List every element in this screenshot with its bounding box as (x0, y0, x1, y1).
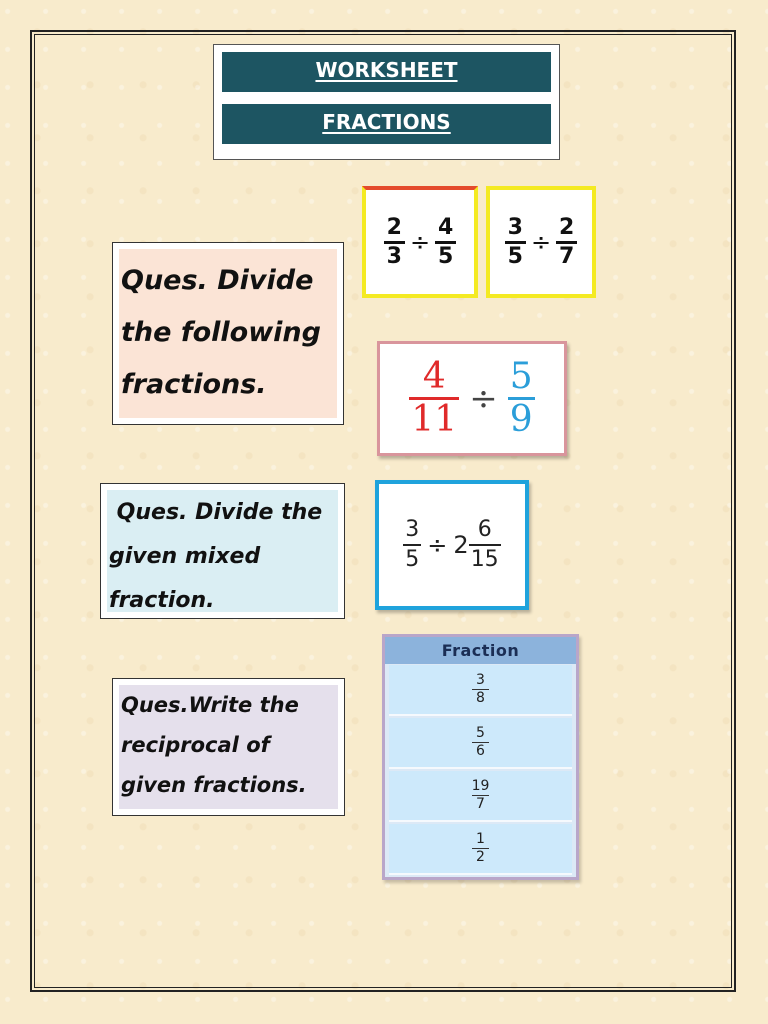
table-row (389, 824, 572, 875)
numerator: 3 (507, 214, 523, 240)
fraction (556, 215, 577, 270)
fraction (468, 778, 494, 813)
question-text: Ques. Divide the following fractions. (121, 265, 321, 400)
denominator: 6 (472, 742, 489, 760)
question-text: Ques.Write the reciprocal of given fractions. (121, 693, 307, 797)
denominator: 7 (472, 795, 489, 813)
fraction (409, 357, 459, 440)
topic-title: FRACTIONS (322, 110, 451, 134)
denominator: 5 (403, 544, 421, 574)
problem-card-3 (377, 341, 567, 456)
fraction (472, 831, 489, 866)
reciprocal-table (382, 634, 579, 880)
numerator: 3 (476, 672, 485, 688)
table-row (389, 665, 572, 716)
division-expression (490, 190, 592, 294)
numerator: 5 (509, 356, 533, 397)
worksheet-title-bar (222, 52, 551, 92)
numerator: 2 (559, 214, 575, 240)
fraction (508, 357, 535, 440)
fraction (403, 516, 421, 574)
fraction (505, 215, 526, 270)
table-row (389, 718, 572, 769)
table-row (389, 771, 572, 822)
numerator: 5 (476, 725, 485, 741)
numerator: 4 (438, 214, 454, 240)
worksheet-title-box (213, 44, 560, 160)
denominator: 2 (472, 848, 489, 866)
problem-card-mixed (375, 480, 529, 610)
denominator: 7 (556, 241, 577, 270)
fraction (435, 215, 456, 270)
fraction (384, 215, 405, 270)
denominator: 11 (411, 399, 458, 440)
divide-sign: ÷ (469, 378, 498, 419)
numerator: 3 (405, 517, 420, 542)
denominator: 9 (509, 399, 533, 440)
problem-card-2 (486, 186, 596, 298)
mixed-whole-number: 2 (453, 531, 469, 559)
worksheet-title: WORKSHEET (315, 58, 458, 82)
denominator: 5 (505, 241, 526, 270)
question-text: Ques. Divide the given mixed fraction. (109, 500, 330, 613)
topic-title-bar (222, 104, 551, 144)
numerator: 19 (471, 778, 490, 794)
numerator: 4 (422, 356, 446, 397)
question-box-divide-fractions (112, 242, 344, 425)
fraction (472, 672, 489, 707)
division-expression (379, 484, 525, 606)
fraction (469, 516, 501, 574)
denominator: 5 (435, 241, 456, 270)
numerator: 6 (477, 517, 492, 542)
question-box-divide-mixed (100, 483, 345, 619)
fraction (472, 725, 489, 760)
divide-sign: ÷ (530, 228, 552, 256)
denominator: 3 (384, 241, 405, 270)
division-expression (380, 344, 564, 453)
divide-sign: ÷ (427, 531, 448, 559)
numerator: 2 (386, 214, 402, 240)
question-box-reciprocal (112, 678, 345, 816)
denominator: 8 (472, 689, 489, 707)
division-expression (366, 190, 474, 294)
denominator: 15 (469, 544, 501, 574)
table-header: Fraction (385, 637, 576, 664)
problem-card-1 (362, 186, 478, 298)
divide-sign: ÷ (409, 228, 431, 256)
numerator: 1 (476, 831, 485, 847)
